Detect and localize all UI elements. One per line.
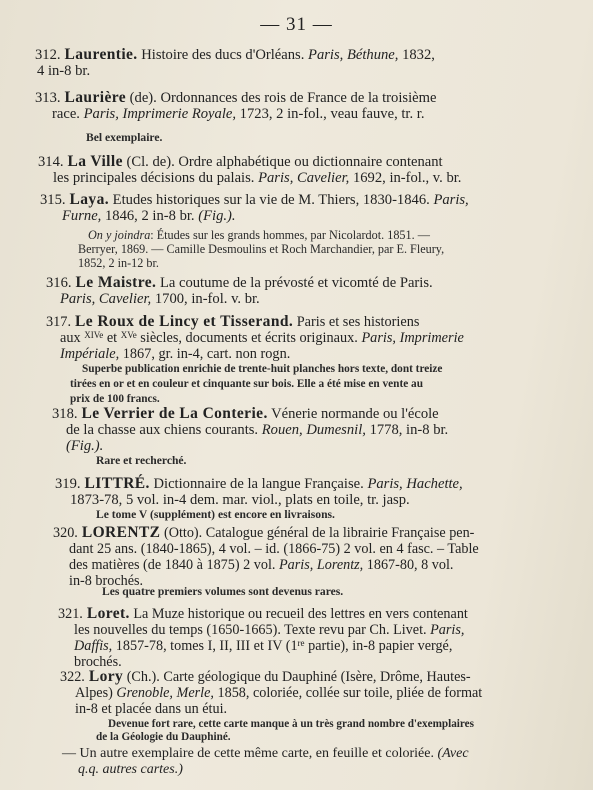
note-text: 1852, 2 in-12 br. bbox=[78, 256, 159, 270]
note-text: On y joindra bbox=[88, 228, 151, 242]
entry-detail: (Fig.). bbox=[66, 438, 104, 454]
entry-publisher: Paris, Imprimerie Royale, bbox=[83, 106, 237, 122]
entry-322-extra bbox=[62, 746, 469, 778]
entry-number: 314. bbox=[38, 154, 64, 170]
entry-title: les principales décisions du palais. bbox=[53, 170, 255, 186]
note-text: Superbe publication enrichie de trente-huit planches hors texte, dont treize bbox=[82, 363, 443, 375]
entry-312 bbox=[35, 47, 435, 79]
entry-number: 317. bbox=[46, 314, 72, 330]
entry-author: Lory bbox=[88, 668, 124, 685]
page-number: — 31 — bbox=[260, 14, 333, 35]
entry-author: Laurentie. bbox=[64, 46, 138, 63]
entry-detail: q.q. autres cartes.) bbox=[78, 762, 183, 777]
entry-publisher: Rouen, Dumesnil, bbox=[261, 422, 366, 438]
entry-title: et bbox=[106, 330, 118, 346]
entry-320-note: Les quatre premiers volumes sont devenus rares. bbox=[102, 585, 344, 598]
entry-title: dant 25 ans. (1840-1865), 4 vol. – id. (1866-75) 2 vol. en 4 fasc. – Table bbox=[69, 541, 479, 557]
entry-detail: partie), in-8 papier vergé, bbox=[308, 638, 453, 654]
entry-title: siècles, documents et écrits originaux. bbox=[140, 330, 358, 346]
entry-publisher: Paris, Imprimerie bbox=[361, 330, 464, 346]
superscript: XIVe bbox=[84, 330, 104, 340]
entry-322-note bbox=[96, 718, 474, 744]
entry-318 bbox=[52, 406, 448, 454]
entry-title: Histoire des ducs d'Orléans. bbox=[141, 47, 305, 63]
entry-title: (Cl. de). Ordre alphabétique ou dictionnaire contenant bbox=[126, 154, 443, 170]
entry-detail: 1723, 2 in-fol., veau fauve, tr. r. bbox=[239, 106, 425, 122]
entry-detail: in-8 et placée dans un étui. bbox=[75, 701, 228, 717]
entry-316 bbox=[46, 275, 433, 307]
entry-detail: 1867-80, 8 vol. bbox=[366, 557, 454, 573]
entry-315-note bbox=[78, 228, 445, 270]
entry-number: 318. bbox=[52, 406, 78, 422]
entry-author: La Ville bbox=[67, 153, 123, 170]
entry-detail: 1873-78, 5 vol. in-4 dem. mar. viol., plats en toile, tr. jasp. bbox=[70, 492, 410, 508]
entry-detail: (Fig.). bbox=[198, 208, 236, 224]
entry-detail: 4 in-8 br. bbox=[37, 63, 91, 79]
entry-318-note: Rare et recherché. bbox=[96, 454, 187, 467]
entry-publisher: Paris, bbox=[430, 622, 465, 638]
note-text: prix de 100 francs. bbox=[70, 393, 160, 405]
entry-title: Etudes historiques sur la vie de M. Thiers, 1830-1846. bbox=[112, 192, 430, 208]
entry-title: de la chasse aux chiens courants. bbox=[66, 422, 259, 438]
entry-320 bbox=[53, 525, 479, 589]
entry-title: des matières (de 1840 à 1875) 2 vol. bbox=[69, 557, 276, 573]
entry-publisher: Grenoble, Merle, bbox=[116, 685, 214, 701]
entry-319-note: Le tome V (supplément) est encore en livraisons. bbox=[96, 508, 335, 521]
entry-detail: (Avec bbox=[437, 746, 469, 761]
note-text: Berryer, 1869. — Camille Desmoulins et Roch Marchandier, par E. Fleury, bbox=[78, 242, 445, 256]
entry-detail: 1857-78, tomes I, II, III et IV (1 bbox=[115, 638, 298, 654]
entry-317 bbox=[46, 314, 464, 362]
entry-title: — Un autre exemplaire de cette même carte, en feuille et coloriée. bbox=[62, 746, 434, 761]
entry-317-note bbox=[70, 362, 442, 407]
entry-detail: 1832, bbox=[402, 47, 435, 63]
entry-title: Alpes) bbox=[75, 685, 113, 701]
entry-publisher: Paris, Cavelier, bbox=[258, 170, 350, 186]
entry-321 bbox=[58, 606, 468, 670]
entry-number: 316. bbox=[46, 275, 72, 291]
entry-322 bbox=[60, 669, 482, 717]
entry-314 bbox=[38, 154, 461, 186]
entry-author: LITTRÉ. bbox=[84, 475, 150, 492]
entry-title: Paris et ses historiens bbox=[296, 314, 420, 330]
entry-detail: 1692, in-fol., v. br. bbox=[352, 170, 462, 186]
entry-315 bbox=[40, 192, 469, 224]
entry-publisher: Paris, Lorentz, bbox=[279, 557, 364, 573]
entry-author: Le Roux de Lincy et Tisserand. bbox=[75, 313, 294, 330]
entry-detail: 1867, gr. in-4, cart. non rogn. bbox=[122, 346, 291, 362]
entry-publisher: Daffis, bbox=[74, 638, 113, 654]
entry-detail: 1846, 2 in-8 br. bbox=[104, 208, 195, 224]
superscript: XVe bbox=[120, 330, 137, 340]
note-text: Devenue fort rare, cette carte manque à un très grand nombre d'exemplaires bbox=[108, 718, 475, 730]
entry-detail: 1778, in-8 br. bbox=[369, 422, 449, 438]
entry-detail: brochés. bbox=[74, 654, 122, 670]
entry-author: Le Maistre. bbox=[75, 274, 157, 291]
entry-title: les nouvelles du temps (1650-1665). Texte revu par Ch. Livet. bbox=[74, 622, 427, 638]
entry-author: Loret. bbox=[86, 605, 130, 622]
entry-319 bbox=[55, 476, 463, 508]
entry-number: 322. bbox=[60, 669, 85, 685]
entry-detail: 1858, coloriée, collée sur toile, pliée de format bbox=[217, 685, 483, 701]
note-text: tirées en or et en couleur et cinquante sur bois. Elle a été mise en vente au bbox=[70, 378, 423, 390]
entry-detail: in-8 brochés. bbox=[69, 573, 144, 589]
entry-author: Laya. bbox=[69, 191, 110, 208]
entry-publisher: Furne, bbox=[62, 208, 102, 224]
entry-title: La Muze historique ou recueil des lettres en vers contenant bbox=[133, 606, 468, 622]
note-text: : Études sur les grands hommes, par Nicolardot. 1851. — bbox=[150, 228, 430, 242]
entry-publisher: Paris, Béthune, bbox=[308, 47, 399, 63]
entry-publisher: Paris, Cavelier, bbox=[60, 291, 152, 307]
superscript: re bbox=[297, 638, 305, 648]
entry-author: LORENTZ bbox=[81, 524, 161, 541]
entry-publisher: Paris, bbox=[433, 192, 469, 208]
entry-title: La coutume de la prévosté et vicomté de Paris. bbox=[159, 275, 433, 291]
entry-number: 321. bbox=[58, 606, 83, 622]
entry-title: Vénerie normande ou l'école bbox=[271, 406, 439, 422]
entry-author: Laurière bbox=[64, 89, 127, 106]
entry-number: 315. bbox=[40, 192, 66, 208]
entry-title: aux bbox=[60, 330, 81, 346]
entry-313 bbox=[35, 90, 436, 122]
entry-detail: 1700, in-fol. v. br. bbox=[154, 291, 260, 307]
entry-number: 313. bbox=[35, 90, 61, 106]
entry-title: race. bbox=[52, 106, 80, 122]
entry-title: (de). Ordonnances des rois de France de la troisième bbox=[129, 90, 437, 106]
entry-publisher: Paris, Hachette, bbox=[367, 476, 463, 492]
entry-publisher: Impériale, bbox=[60, 346, 120, 362]
entry-313-note: Bel exemplaire. bbox=[86, 131, 163, 144]
note-text: de la Géologie du Dauphiné. bbox=[96, 731, 231, 743]
entry-number: 320. bbox=[53, 525, 78, 541]
entry-title: Dictionnaire de la langue Française. bbox=[153, 476, 364, 492]
entry-number: 319. bbox=[55, 476, 81, 492]
entry-title: (Ch.). Carte géologique du Dauphiné (Isère, Drôme, Hautes- bbox=[126, 669, 471, 685]
entry-number: 312. bbox=[35, 47, 61, 63]
entry-title: (Otto). Catalogue général de la librairie Française pen- bbox=[163, 525, 475, 541]
entry-author: Le Verrier de La Conterie. bbox=[81, 405, 268, 422]
